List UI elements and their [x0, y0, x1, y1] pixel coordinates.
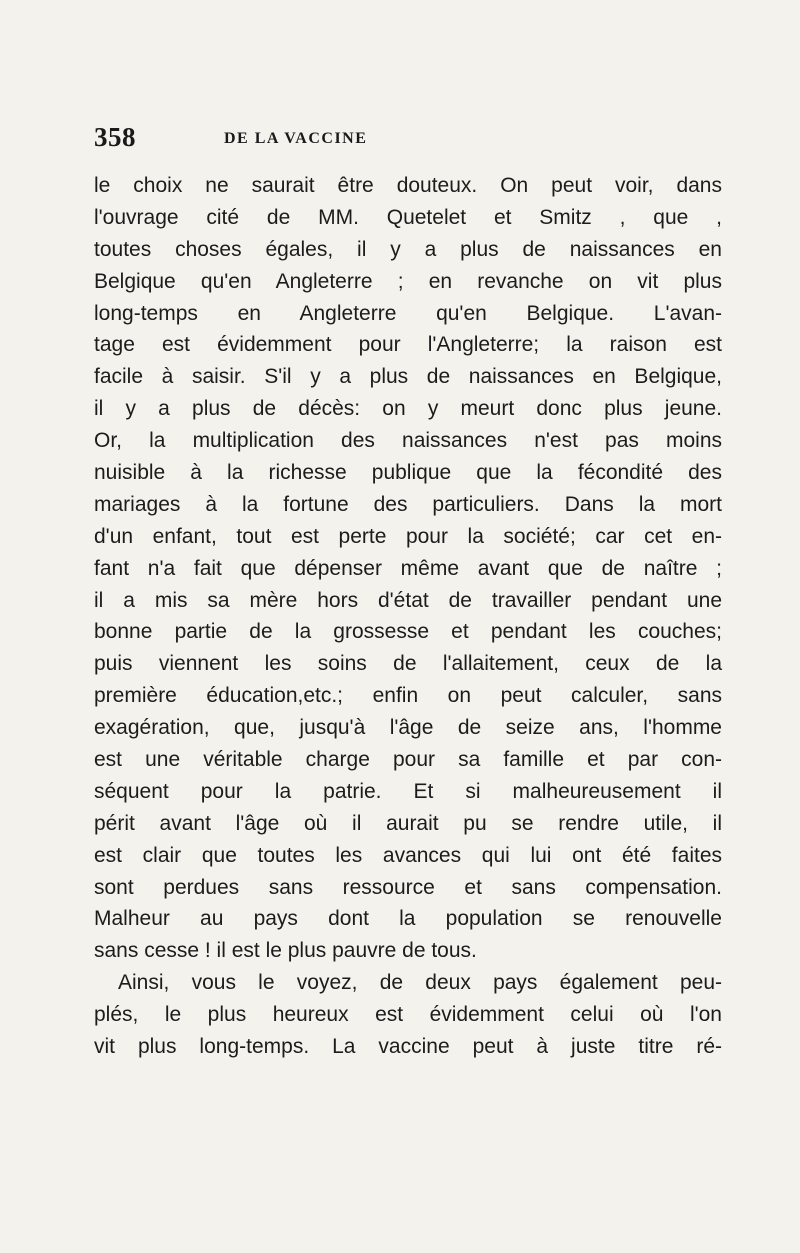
text-line: est clair que toutes les avances qui lui ont été faites	[94, 843, 722, 867]
text-line: plés, le plus heureux est évidemment celui où l'on	[94, 1003, 722, 1027]
text-line: Or, la multiplication des naissances n'est pas moins	[94, 429, 722, 453]
text-line: mariages à la fortune des particuliers. Dans la mort	[94, 492, 722, 516]
page-number: 358	[94, 122, 136, 152]
text-line: l'ouvrage cité de MM. Quetelet et Smitz , que ,	[94, 205, 722, 229]
text-line: puis viennent les soins de l'allaitement, ceux de la	[94, 652, 722, 676]
text-line: vit plus long-temps. La vaccine peut à juste titre ré-	[94, 1035, 722, 1059]
text-line: nuisible à la richesse publique que la fécondité des	[94, 461, 722, 485]
text-line: toutes choses égales, il y a plus de naissances en	[94, 237, 722, 261]
text-line: le choix ne saurait être douteux. On peut voir, dans	[94, 174, 722, 197]
text-line: il a mis sa mère hors d'état de travailler pendant une	[94, 588, 722, 612]
text-line: long-temps en Angleterre qu'en Belgique. L'avan-	[94, 301, 722, 325]
paragraph-start-line: Ainsi, vous le voyez, de deux pays également peu-	[118, 971, 722, 995]
page-header	[94, 122, 714, 156]
running-head: DE LA VACCINE	[224, 130, 368, 147]
paragraph-end-line: sans cesse ! il est le plus pauvre de tous.	[94, 939, 477, 963]
text-line: tage est évidemment pour l'Angleterre; la raison est	[94, 333, 722, 357]
text-line: bonne partie de la grossesse et pendant les couches;	[94, 620, 722, 644]
body-text	[94, 170, 722, 1063]
text-line: séquent pour la patrie. Et si malheureusement il	[94, 779, 722, 803]
text-line: il y a plus de décès: on y meurt donc plus jeune.	[94, 397, 722, 421]
text-line: sont perdues sans ressource et sans compensation.	[94, 875, 722, 899]
text-line: Belgique qu'en Angleterre ; en revanche on vit plus	[94, 269, 722, 293]
text-line: exagération, que, jusqu'à l'âge de seize ans, l'homme	[94, 716, 722, 740]
text-line: Malheur au pays dont la population se renouvelle	[94, 907, 722, 931]
text-line: périt avant l'âge où il aurait pu se rendre utile, il	[94, 811, 722, 835]
text-line: facile à saisir. S'il y a plus de naissances en Belgique,	[94, 365, 722, 389]
text-line: première éducation,etc.; enfin on peut calculer, sans	[94, 684, 722, 708]
text-line: fant n'a fait que dépenser même avant que de naître ;	[94, 556, 722, 580]
text-line: est une véritable charge pour sa famille et par con-	[94, 748, 722, 772]
text-line: d'un enfant, tout est perte pour la société; car cet en-	[94, 524, 722, 548]
